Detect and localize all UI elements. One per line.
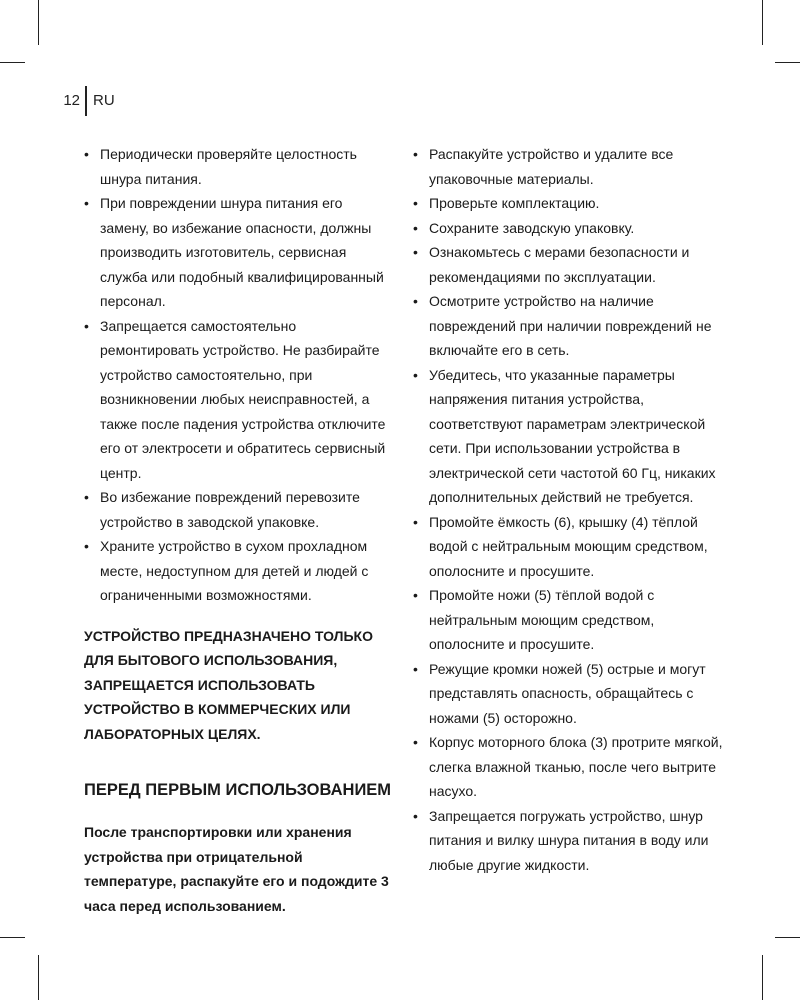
list-item: • Сохраните заводскую упаковку.: [413, 216, 723, 241]
list-item: • Промойте ножи (5) тёплой водой с нейтральным моющим средством, ополосните и просушите.: [413, 583, 723, 657]
header-divider: [85, 86, 87, 116]
left-column: [84, 142, 392, 918]
safety-bullet-list: [84, 142, 392, 608]
crop-mark-top-right-horizontal: [775, 62, 800, 63]
crop-mark-top-left-horizontal: [0, 62, 25, 63]
list-item: • Убедитесь, что указанные параметры напряжения питания устройства, соответствуют параметрам электрической сети. При использовании устройства в электрической сети частотой 60 Гц, никаких дополнительных действий не требуется.: [413, 363, 723, 510]
list-item: • Ознакомьтесь с мерами безопасности и рекомендациями по эксплуатации.: [413, 240, 723, 289]
crop-mark-bottom-left-horizontal: [0, 937, 25, 938]
list-item: • При повреждении шнура питания его замену, во избежание опасности, должны производить изготовитель, сервисная служба или подобный квалифицированный персонал.: [84, 191, 392, 314]
list-item: • Периодически проверяйте целостность шнура питания.: [84, 142, 392, 191]
list-item: • Промойте ёмкость (6), крышку (4) тёплой водой с нейтральным моющим средством, ополосните и просушите.: [413, 510, 723, 584]
list-item: • Режущие кромки ножей (5) острые и могут представлять опасность, обращайтесь с ножами (5) осторожно.: [413, 657, 723, 731]
list-item: • Во избежание повреждений перевозите устройство в заводской упаковке.: [84, 485, 392, 534]
section-heading: ПЕРЕД ПЕРВЫМ ИСПОЛЬЗОВАНИЕМ: [84, 781, 392, 799]
right-column: [413, 142, 723, 877]
crop-mark-bottom-left-vertical: [38, 955, 39, 1000]
list-item: • Осмотрите устройство на наличие повреждений при наличии повреждений не включайте его в сеть.: [413, 289, 723, 363]
list-item: • Распакуйте устройство и удалите все упаковочные материалы.: [413, 142, 723, 191]
crop-mark-bottom-right-vertical: [762, 955, 763, 1000]
page-number: 12: [63, 92, 80, 109]
crop-mark-top-right-vertical: [762, 0, 763, 45]
list-item: • Запрещается погружать устройство, шнур питания и вилку шнура питания в воду или любые другие жидкости.: [413, 804, 723, 878]
first-use-bullet-list: [413, 142, 723, 877]
language-code: RU: [93, 92, 115, 109]
household-use-warning: УСТРОЙСТВО ПРЕДНАЗНАЧЕНО ТОЛЬКО ДЛЯ БЫТОВОГО ИСПОЛЬЗОВАНИЯ, ЗАПРЕЩАЕТСЯ ИСПОЛЬЗОВАТЬ УСТРОЙСТВО В КОММЕРЧЕСКИХ ИЛИ ЛАБОРАТОРНЫХ ЦЕЛЯХ.: [84, 627, 373, 742]
list-item: • Проверьте комплектацию.: [413, 191, 723, 216]
list-item: • Запрещается самостоятельно ремонтировать устройство. Не разбирайте устройство самостоятельно, при возникновении любых неисправностей, а также после падения устройства отключите его от электросети и обратитесь сервисный центр.: [84, 314, 392, 486]
list-item: • Корпус моторного блока (3) протрите мягкой, слегка влажной тканью, после чего вытрите насухо.: [413, 730, 723, 804]
transport-note: После транспортировки или хранения устройства при отрицательной температуре, распакуйте его и подождите 3 часа перед использованием.: [84, 824, 389, 914]
list-item: • Храните устройство в сухом прохладном месте, недоступном для детей и людей с ограниченными возможностями.: [84, 534, 392, 608]
crop-mark-bottom-right-horizontal: [775, 937, 800, 938]
crop-mark-top-left-vertical: [38, 0, 39, 45]
